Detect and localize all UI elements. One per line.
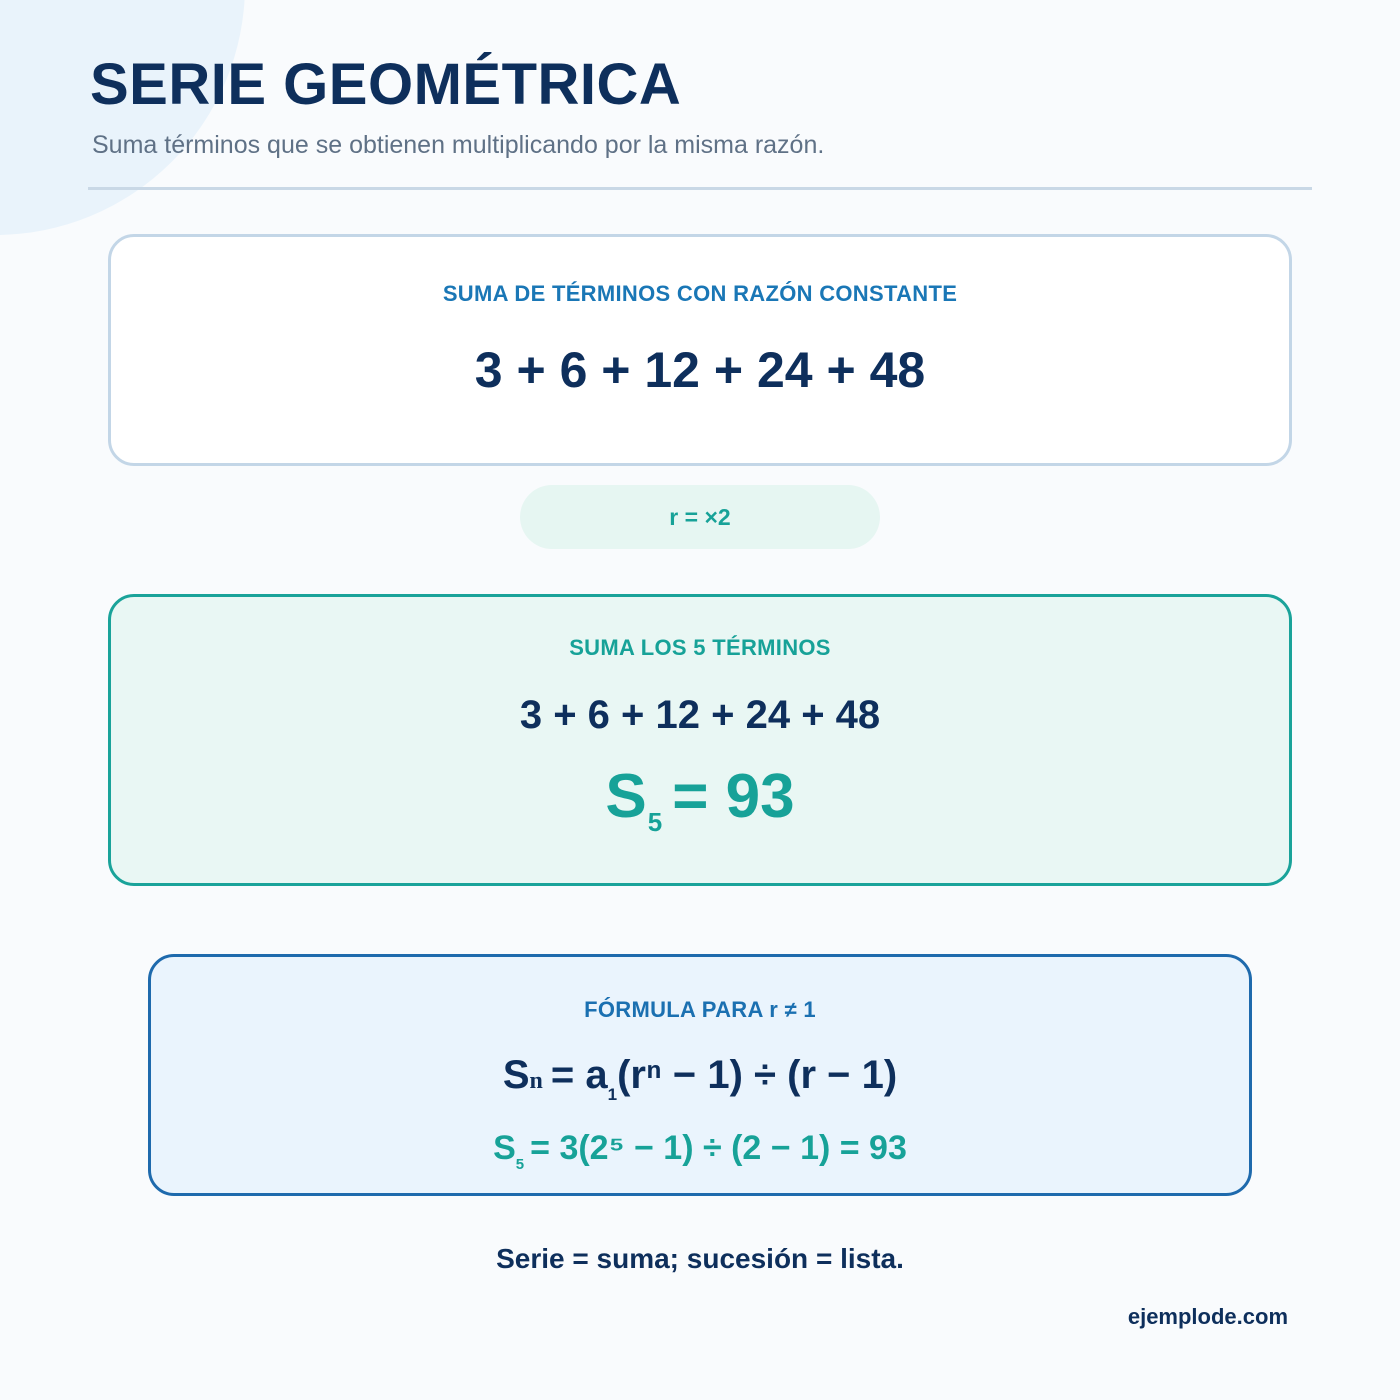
sum-series-expression: 3 + 6 + 12 + 24 + 48 bbox=[519, 693, 881, 737]
applied-formula-expression: = 3(2⁵ − 1) ÷ (2 − 1) = 93 bbox=[530, 1129, 907, 1167]
series-card bbox=[108, 234, 1292, 466]
bottom-note: Serie = suma; sucesión = lista. bbox=[496, 1243, 904, 1274]
general-formula-subscript: n bbox=[529, 1068, 543, 1094]
applied-formula-symbol: S bbox=[493, 1129, 516, 1167]
page-title: SERIE GEOMÉTRICA bbox=[90, 52, 682, 117]
page-subtitle: Suma términos que se obtienen multiplicando por la misma razón. bbox=[92, 131, 825, 159]
header-divider bbox=[88, 187, 1312, 190]
general-formula-part2: (rⁿ − 1) ÷ (r − 1) bbox=[617, 1053, 898, 1097]
sum-result-value: = 93 bbox=[672, 762, 795, 831]
sum-card bbox=[108, 594, 1292, 886]
series-card-label: SUMA DE TÉRMINOS CON RAZÓN CONSTANTE bbox=[442, 281, 958, 306]
sum-card-label: SUMA LOS 5 TÉRMINOS bbox=[569, 635, 831, 660]
formula-card bbox=[148, 954, 1252, 1196]
general-formula-part1: = a bbox=[550, 1053, 608, 1097]
applied-formula-subscript: 5 bbox=[515, 1156, 525, 1173]
general-formula-symbol: S bbox=[502, 1053, 530, 1097]
footer-site: ejemplode.com bbox=[1127, 1304, 1288, 1329]
formula-card-label: FÓRMULA PARA r ≠ 1 bbox=[584, 997, 816, 1022]
general-formula-a-subscript: 1 bbox=[607, 1085, 618, 1104]
sum-result bbox=[111, 761, 1289, 837]
general-formula bbox=[151, 1053, 1249, 1104]
applied-formula bbox=[151, 1129, 1249, 1173]
sum-result-subscript: 5 bbox=[647, 807, 663, 837]
ratio-pill: r = ×2 bbox=[520, 485, 880, 549]
series-expression: 3 + 6 + 12 + 24 + 48 bbox=[474, 342, 926, 398]
sum-result-symbol: S bbox=[605, 762, 647, 831]
